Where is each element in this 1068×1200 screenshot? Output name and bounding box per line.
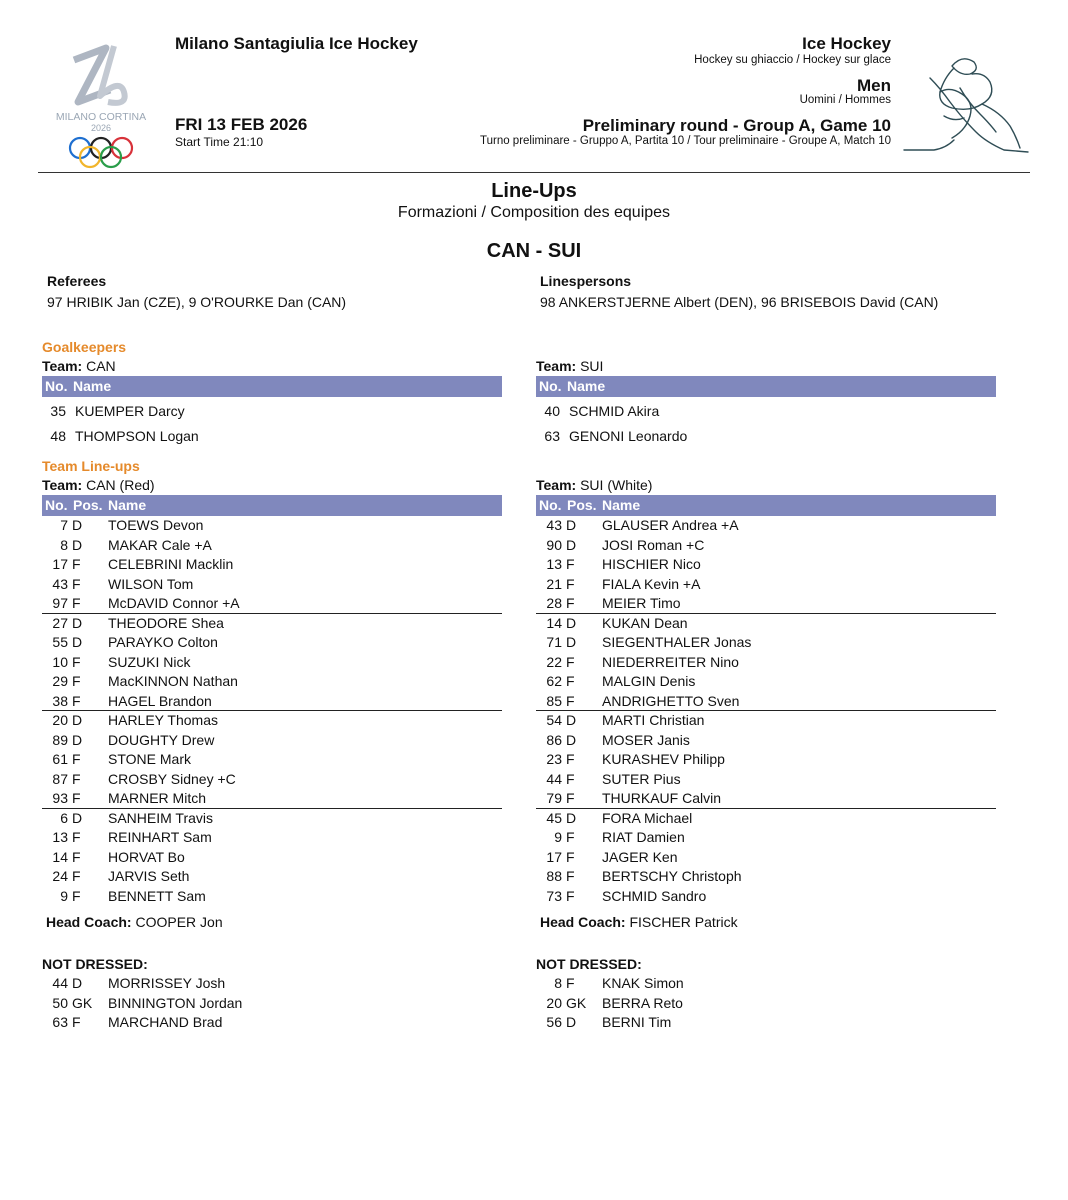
start-time: Start Time 21:10	[175, 135, 264, 149]
player-position: D	[72, 975, 83, 991]
player-row	[536, 536, 996, 556]
goalkeepers-heading: Goalkeepers	[42, 339, 127, 355]
match-date: FRI 13 FEB 2026	[175, 115, 308, 134]
col-pos: Pos.	[73, 497, 103, 513]
gk-name: THOMPSON Logan	[75, 427, 199, 444]
player-position: F	[72, 790, 81, 806]
round-title: Preliminary round - Group A, Game 10	[582, 116, 891, 135]
lineup-team-line	[42, 476, 502, 495]
player-number: 43	[52, 575, 68, 592]
gk-number: 48	[50, 427, 66, 444]
player-position: F	[566, 887, 575, 904]
sport-subtitle: Hockey su ghiaccio / Hockey sur glace	[694, 54, 891, 66]
col-no: No.	[45, 378, 68, 394]
player-row	[536, 594, 996, 614]
player-row	[42, 692, 502, 712]
col-no: No.	[539, 497, 562, 513]
player-position: D	[566, 536, 577, 553]
player-row	[42, 809, 502, 829]
player-position: F	[72, 673, 81, 689]
player-position: F	[566, 595, 575, 611]
player-name: THEODORE Shea	[108, 614, 224, 631]
player-position: F	[72, 692, 81, 709]
player-row	[536, 516, 996, 536]
player-number: 45	[546, 809, 562, 826]
team-label: Team:	[42, 358, 83, 374]
player-number: 8	[554, 975, 562, 991]
player-name: KNAK Simon	[602, 975, 684, 991]
player-row	[536, 731, 996, 751]
player-name: TOEWS Devon	[108, 517, 204, 533]
player-name: STONE Mark	[108, 751, 191, 767]
player-position: F	[72, 848, 81, 865]
gk-team-line	[42, 357, 502, 376]
player-number: 17	[546, 848, 562, 865]
player-position: GK	[72, 994, 93, 1011]
player-position: D	[566, 809, 577, 826]
player-position: F	[72, 829, 81, 845]
team-label: Team:	[536, 358, 577, 374]
lineup-team-name: CAN (Red)	[86, 477, 155, 493]
player-position: F	[566, 829, 575, 845]
player-row	[536, 692, 996, 712]
player-number: 28	[546, 595, 562, 611]
document-title: Line-Ups	[491, 180, 577, 202]
player-number: 44	[546, 770, 562, 787]
player-number: 61	[52, 751, 68, 767]
player-position: D	[566, 634, 577, 650]
player-row	[536, 575, 996, 595]
player-row	[536, 848, 996, 868]
player-position: F	[566, 770, 575, 787]
player-number: 20	[546, 994, 562, 1011]
player-number: 93	[52, 790, 68, 806]
player-row	[42, 516, 502, 536]
player-row	[42, 750, 502, 770]
player-position: D	[72, 517, 83, 533]
player-number: 17	[52, 556, 68, 572]
player-name: FIALA Kevin +A	[602, 575, 701, 592]
player-row	[42, 594, 502, 614]
lineup-table-header	[42, 495, 502, 516]
referees-label: Referees	[47, 273, 107, 289]
player-number: 29	[52, 673, 68, 689]
player-number: 13	[546, 556, 562, 572]
player-position: F	[566, 673, 575, 689]
player-number: 85	[546, 692, 562, 709]
player-number: 97	[52, 595, 68, 611]
player-row	[42, 653, 502, 673]
linespersons-list: 98 ANKERSTJERNE Albert (DEN), 96 BRISEBOIS David (CAN)	[540, 294, 939, 310]
player-number: 23	[546, 751, 562, 767]
logo-year: 2026	[90, 123, 112, 133]
player-position: D	[72, 731, 83, 748]
player-row	[42, 633, 502, 653]
player-row	[42, 672, 502, 692]
player-number: 14	[52, 848, 68, 865]
player-name: DOUGHTY Drew	[108, 731, 215, 748]
not-dressed-row	[42, 974, 502, 994]
not-dressed-row	[42, 1013, 502, 1033]
player-position: F	[566, 790, 575, 806]
col-name: Name	[602, 497, 641, 513]
gk-row	[536, 424, 996, 449]
player-number: 24	[52, 868, 68, 884]
player-name: HAGEL Brandon	[108, 692, 212, 709]
player-name: JARVIS Seth	[108, 868, 190, 884]
player-number: 20	[52, 712, 68, 728]
not-dressed-row	[536, 974, 996, 994]
player-position: F	[72, 1014, 81, 1030]
player-position: D	[566, 731, 577, 748]
player-name: SCHMID Sandro	[602, 887, 707, 904]
lineup-team-name: SUI (White)	[580, 477, 653, 493]
player-position: F	[72, 575, 81, 592]
player-name: MAKAR Cale +A	[108, 536, 212, 553]
player-name: RIAT Damien	[602, 829, 685, 845]
round-subtitle: Turno preliminare - Gruppo A, Partita 10 / Tour preliminaire - Groupe A, Match 10	[480, 135, 891, 147]
team-label: Team:	[536, 477, 577, 493]
player-row	[42, 536, 502, 556]
player-position: F	[566, 692, 575, 709]
player-number: 10	[52, 653, 68, 670]
not-dressed-list	[536, 974, 996, 1033]
player-position: D	[566, 614, 577, 631]
sport-title: Ice Hockey	[802, 34, 891, 53]
player-name: FORA Michael	[602, 809, 693, 826]
gk-number: 40	[544, 403, 560, 419]
player-name: MALGIN Denis	[602, 673, 696, 689]
player-number: 8	[60, 536, 68, 553]
lineup-team-line	[536, 476, 996, 495]
player-number: 9	[60, 887, 68, 904]
player-position: F	[566, 848, 575, 865]
gk-table-header	[42, 376, 502, 397]
player-name: JOSI Roman +C	[602, 536, 705, 553]
player-position: D	[566, 712, 577, 728]
player-row	[42, 828, 502, 848]
player-number: 9	[554, 829, 562, 845]
linespersons-label: Linespersons	[540, 273, 632, 289]
player-name: REINHART Sam	[108, 829, 212, 845]
player-name: BERRA Reto	[602, 994, 683, 1011]
head-coach-name: COOPER Jon	[135, 914, 223, 930]
player-number: 7	[60, 517, 68, 533]
player-position: D	[72, 712, 83, 728]
col-name: Name	[108, 497, 147, 513]
gk-row	[42, 399, 502, 424]
player-name: PARAYKO Colton	[108, 634, 218, 650]
player-row	[536, 711, 996, 731]
gk-row	[536, 399, 996, 424]
player-name: BENNETT Sam	[108, 887, 206, 904]
goalkeepers-sui	[536, 357, 996, 448]
player-name: CROSBY Sidney +C	[108, 770, 236, 787]
player-position: D	[566, 517, 577, 533]
player-number: 63	[52, 1014, 68, 1030]
player-name: HARLEY Thomas	[108, 712, 218, 728]
player-position: F	[72, 595, 81, 611]
player-number: 22	[546, 653, 562, 670]
not-dressed-label: NOT DRESSED:	[536, 956, 642, 972]
gender-title: Men	[857, 76, 891, 95]
col-no: No.	[45, 497, 68, 513]
player-position: D	[72, 614, 83, 631]
player-number: 90	[546, 536, 562, 553]
match-teams: CAN - SUI	[486, 240, 582, 262]
head-coach-name: FISCHER Patrick	[629, 914, 738, 930]
player-list	[42, 516, 502, 906]
player-row	[42, 848, 502, 868]
player-name: WILSON Tom	[108, 575, 194, 592]
player-row	[536, 770, 996, 790]
player-name: CELEBRINI Macklin	[108, 556, 234, 572]
player-name: SANHEIM Travis	[108, 809, 214, 826]
player-position: F	[72, 887, 81, 904]
gk-team-name: SUI	[580, 358, 604, 374]
player-position: F	[566, 575, 575, 592]
player-number: 43	[546, 517, 562, 533]
player-position: F	[72, 653, 81, 670]
player-name: HISCHIER Nico	[602, 556, 701, 572]
player-number: 54	[546, 712, 562, 728]
col-pos: Pos.	[567, 497, 597, 513]
player-position: F	[566, 556, 575, 572]
venue-name: Milano Santagiulia Ice Hockey	[175, 34, 418, 53]
head-coach-line	[540, 912, 996, 932]
goalkeepers-can	[42, 357, 502, 448]
player-position: F	[72, 751, 81, 767]
player-name: THURKAUF Calvin	[602, 790, 722, 806]
lineup-sui	[536, 476, 996, 1033]
gk-name: GENONI Leonardo	[569, 427, 688, 444]
gk-number: 35	[50, 403, 66, 419]
player-list	[536, 516, 996, 906]
not-dressed-list	[42, 974, 502, 1033]
player-name: MARTI Christian	[602, 712, 705, 728]
player-position: F	[566, 975, 575, 991]
col-name: Name	[73, 378, 112, 394]
player-row	[536, 633, 996, 653]
player-name: MORRISSEY Josh	[108, 975, 226, 991]
gk-row	[42, 424, 502, 449]
player-position: D	[72, 634, 83, 650]
gk-table-header	[536, 376, 996, 397]
player-number: 27	[52, 614, 68, 631]
player-number: 86	[546, 731, 562, 748]
player-name: MARCHAND Brad	[108, 1014, 223, 1030]
player-number: 88	[546, 868, 562, 884]
player-number: 73	[546, 887, 562, 904]
player-name: MOSER Janis	[602, 731, 690, 748]
player-row	[536, 828, 996, 848]
player-number: 13	[52, 829, 68, 845]
player-row	[536, 614, 996, 634]
head-coach-label: Head Coach:	[46, 914, 132, 930]
gk-name: KUEMPER Darcy	[75, 403, 185, 419]
player-number: 79	[546, 790, 562, 806]
player-name: ANDRIGHETTO Sven	[602, 692, 740, 709]
player-position: F	[566, 653, 575, 670]
not-dressed-row	[536, 1013, 996, 1033]
head-coach-label: Head Coach:	[540, 914, 626, 930]
player-row	[42, 867, 502, 887]
player-position: D	[566, 1014, 577, 1030]
player-row	[536, 555, 996, 575]
player-row	[536, 653, 996, 673]
player-row	[42, 887, 502, 907]
player-name: MEIER Timo	[602, 595, 681, 611]
player-number: 62	[546, 673, 562, 689]
player-position: F	[72, 770, 81, 787]
gk-number: 63	[544, 427, 560, 444]
head-coach-line	[46, 912, 502, 932]
player-name: MacKINNON Nathan	[108, 673, 238, 689]
player-row	[42, 711, 502, 731]
player-number: 21	[546, 575, 562, 592]
player-name: SUTER Pius	[602, 770, 681, 787]
player-row	[42, 789, 502, 809]
not-dressed-label: NOT DRESSED:	[42, 956, 148, 972]
player-number: 44	[52, 975, 68, 991]
player-position: GK	[566, 994, 587, 1011]
player-name: KUKAN Dean	[602, 614, 688, 631]
player-name: HORVAT Bo	[108, 848, 185, 865]
col-name: Name	[567, 378, 606, 394]
player-name: BERNI Tim	[602, 1014, 672, 1030]
col-no: No.	[539, 378, 562, 394]
player-row	[42, 575, 502, 595]
player-position: F	[566, 868, 575, 884]
player-row	[536, 789, 996, 809]
lineup-table-header	[536, 495, 996, 516]
player-name: BERTSCHY Christoph	[602, 868, 742, 884]
player-position: D	[72, 809, 83, 826]
player-number: 6	[60, 809, 68, 826]
player-row	[42, 614, 502, 634]
player-name: SUZUKI Nick	[108, 653, 191, 670]
player-name: GLAUSER Andrea +A	[602, 517, 739, 533]
player-name: NIEDERREITER Nino	[602, 653, 739, 670]
gk-team-line	[536, 357, 996, 376]
gender-subtitle: Uomini / Hommes	[799, 94, 891, 106]
team-lineups-heading: Team Line-ups	[42, 458, 140, 474]
player-row	[536, 867, 996, 887]
header-divider	[38, 172, 1030, 173]
milano-cortina-logo	[44, 40, 162, 170]
player-name: SIEGENTHALER Jonas	[602, 634, 752, 650]
lineup-can	[42, 476, 502, 1033]
not-dressed-row	[42, 994, 502, 1014]
player-number: 87	[52, 770, 68, 787]
player-number: 55	[52, 634, 68, 650]
team-label: Team:	[42, 477, 83, 493]
gk-name: SCHMID Akira	[569, 403, 660, 419]
player-row	[42, 731, 502, 751]
player-row	[536, 887, 996, 907]
player-row	[536, 809, 996, 829]
player-name: McDAVID Connor +A	[108, 595, 240, 611]
player-row	[536, 672, 996, 692]
not-dressed-row	[536, 994, 996, 1014]
player-number: 38	[52, 692, 68, 709]
player-row	[536, 750, 996, 770]
player-position: F	[566, 751, 575, 767]
player-name: MARNER Mitch	[108, 790, 207, 806]
referees-list: 97 HRIBIK Jan (CZE), 9 O'ROURKE Dan (CAN)	[47, 294, 347, 310]
player-row	[42, 770, 502, 790]
player-position: F	[72, 556, 81, 572]
player-number: 56	[546, 1014, 562, 1030]
document-subtitle: Formazioni / Composition des equipes	[397, 204, 671, 221]
logo-wordmark: MILANO CORTINA	[55, 111, 147, 123]
gk-team-name: CAN	[86, 358, 116, 374]
player-number: 50	[52, 994, 68, 1011]
player-number: 89	[52, 731, 68, 748]
player-name: BINNINGTON Jordan	[108, 994, 243, 1011]
player-row	[42, 555, 502, 575]
player-name: JAGER Ken	[602, 848, 678, 865]
player-number: 14	[546, 614, 562, 631]
ice-hockey-pictogram-icon	[900, 52, 1032, 160]
player-position: D	[72, 536, 83, 553]
player-number: 71	[546, 634, 562, 650]
player-name: KURASHEV Philipp	[602, 751, 725, 767]
player-position: F	[72, 868, 81, 884]
